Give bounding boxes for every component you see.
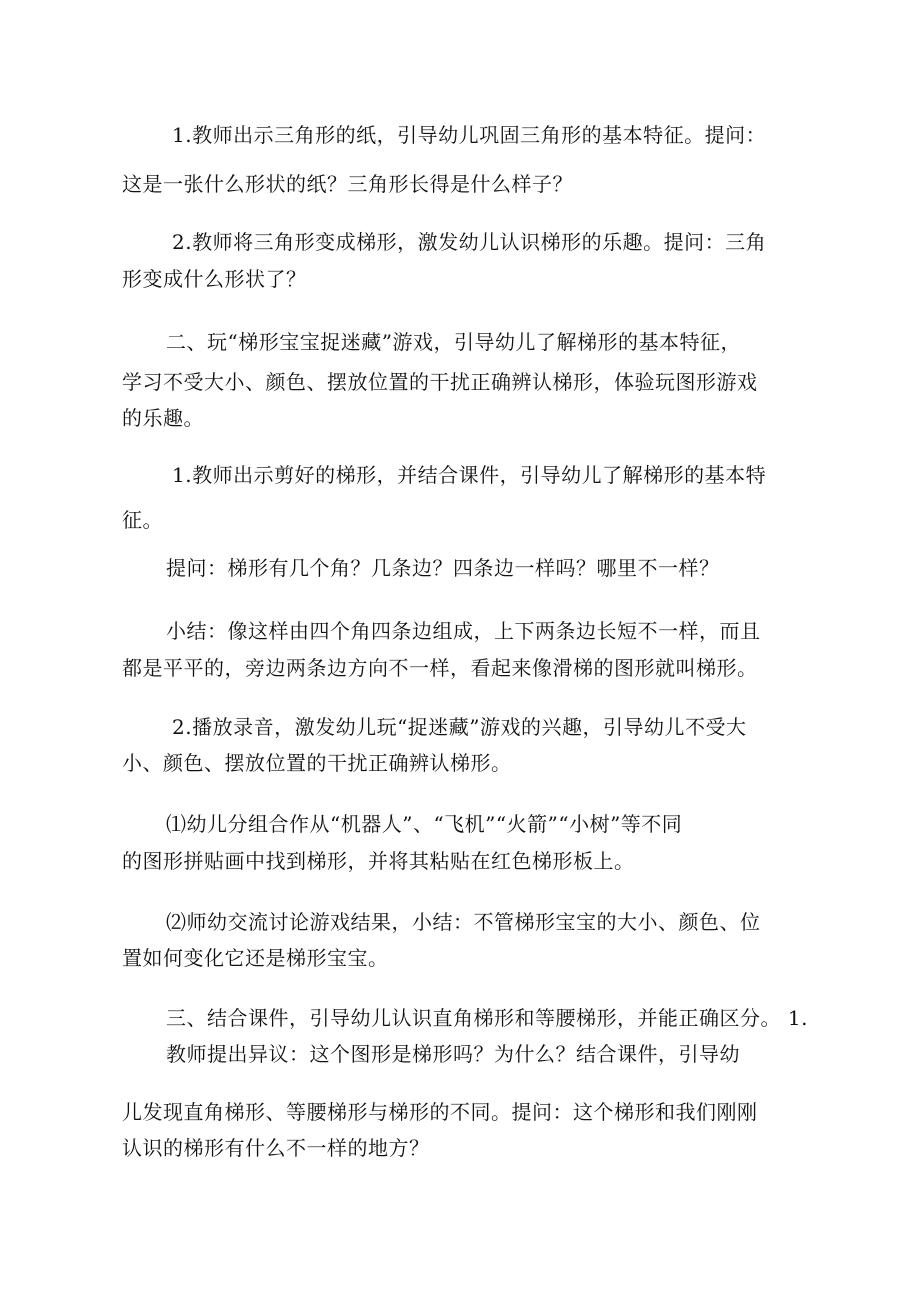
text-line: 小、颜色、摆放位置的干扰正确辨认梯形。	[122, 751, 512, 775]
text-line: 学习不受大小、颜色、摆放位置的干扰正确辨认梯形，体验玩图形游戏	[122, 370, 758, 394]
text-line: 1.教师出示剪好的梯形，并结合课件，引导幼儿了解梯形的基本特	[172, 463, 767, 487]
text-line: 二、玩“梯形宝宝捉迷藏”游戏，引导幼儿了解梯形的基本特征，	[166, 330, 741, 354]
text-line: 三、结合课件，引导幼儿认识直角梯形和等腰梯形，并能正确区分。 1.	[166, 1006, 808, 1030]
text-line: 小结：像这样由四个角四条边组成，上下两条边长短不一样，而且	[166, 619, 761, 643]
text-line: ⑵师幼交流讨论游戏结果，小结：不管梯形宝宝的大小、颜色、位	[166, 910, 761, 934]
text-line: 形变成什么形状了？	[122, 267, 307, 291]
text-line: 提问：梯形有几个角？几条边？四条边一样吗？哪里不一样？	[166, 556, 720, 580]
text-line: 征。	[122, 508, 163, 532]
text-line: 的乐趣。	[122, 406, 204, 430]
text-line: 2.播放录音，激发幼儿玩“捉迷藏”游戏的兴趣，引导幼儿不受大	[172, 715, 747, 739]
text-line: 1.教师出示三角形的纸，引导幼儿巩固三角形的基本特征。提问：	[172, 123, 767, 147]
text-line: 这是一张什么形状的纸？三角形长得是什么样子？	[122, 172, 573, 196]
text-line: 的图形拼贴画中找到梯形，并将其粘贴在红色梯形板上。	[122, 849, 635, 873]
text-line: ⑴幼儿分组合作从“机器人”、“飞机”“火箭”“小树”等不同	[166, 812, 683, 836]
text-line: 认识的梯形有什么不一样的地方？	[122, 1136, 430, 1160]
text-line: 置如何变化它还是梯形宝宝。	[122, 946, 389, 970]
text-line: 教师提出异议：这个图形是梯形吗？为什么？结合课件，引导幼	[166, 1042, 740, 1066]
text-line: 都是平平的，旁边两条边方向不一样，看起来像滑梯的图形就叫梯形。	[122, 656, 758, 680]
text-line: 2.教师将三角形变成梯形，激发幼儿认识梯形的乐趣。提问：三角	[172, 230, 767, 254]
text-line: 儿发现直角梯形、等腰梯形与梯形的不同。提问：这个梯形和我们刚刚	[122, 1100, 758, 1124]
